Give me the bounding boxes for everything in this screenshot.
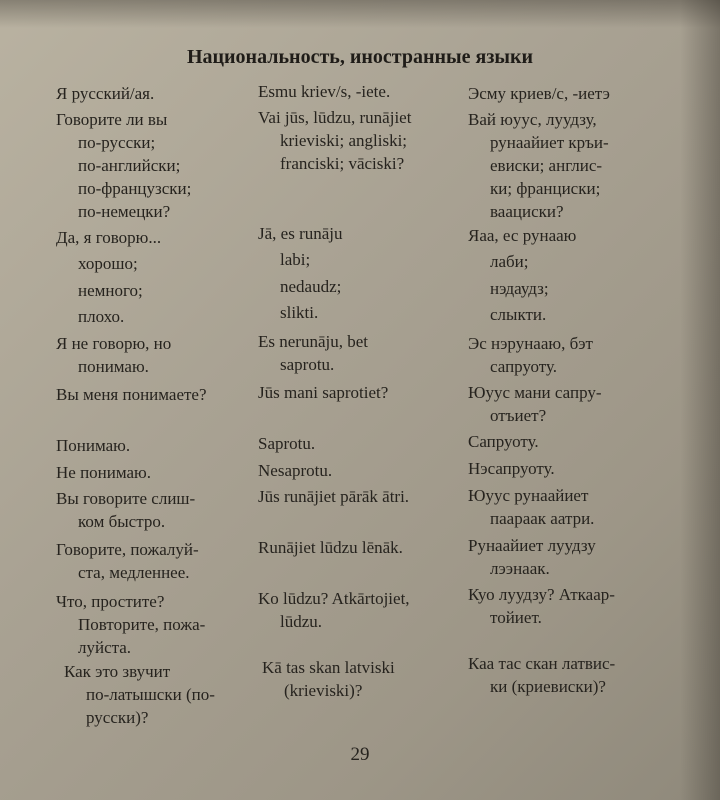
latvian-phrase [258,222,463,245]
phrase-line: Вы говорите слиш- [56,489,196,508]
transcription-phrase [468,484,688,530]
phrase-line: плохо. [78,307,125,326]
phrase-line: луйста. [78,638,132,657]
transcription-phrase [468,82,688,105]
phrase-line: franciski; vāciski? [280,154,405,173]
phrase-line: Говорите, пожалуй- [56,540,199,559]
phrase-line: Юуус рунаайиет [468,486,589,505]
phrase-line: Эс нэрунааю, бэт [468,334,593,353]
transcription-phrase [468,250,688,273]
phrase-line: Runājiet lūdzu lēnāk. [258,538,403,557]
latvian-phrase [258,381,463,404]
phrase-line: Яаа, ес рунааю [468,226,577,245]
transcription-phrase [468,108,688,223]
phrase-line: евиски; англис- [490,156,603,175]
phrase-line: Я русский/ая. [56,84,155,103]
latvian-phrase [258,106,463,175]
phrase-line: Что, простите? [56,592,165,611]
phrase-line: Вы меня понимаете? [56,385,207,404]
phrase-line: немного; [78,281,143,300]
phrase-line: Понимаю. [56,436,131,455]
transcription-phrase [468,457,688,480]
latvian-phrase [258,330,463,376]
latvian-phrase [258,432,463,455]
phrase-line: Не понимаю. [56,463,152,482]
phrase-line: Каа тас скан латвис- [468,654,616,673]
russian-phrase [56,305,256,328]
transcription-phrase [468,583,688,629]
russian-phrase [56,332,256,378]
phrase-line: (krieviski)? [284,681,363,700]
transcription-phrase [468,430,688,453]
latvian-phrase [258,80,463,103]
transcription-phrase [468,224,688,247]
phrase-line: Рунаайиет луудзу [468,536,596,555]
russian-phrase [56,108,256,223]
transcription-phrase [468,534,688,580]
phrase-line: лээнаак. [490,559,550,578]
phrase-line: Ko lūdzu? Atkārtojiet, [258,589,410,608]
latvian-phrase [262,656,467,702]
latvian-phrase [258,536,463,559]
phrase-line: русски)? [86,708,149,727]
russian-phrase [56,82,256,105]
transcription-phrase [468,381,688,427]
phrase-line: паараак аатри. [490,509,595,528]
phrase-line: Es nerunāju, bet [258,332,368,351]
russian-phrase [56,487,256,533]
phrase-line: Vai jūs, lūdzu, runājiet [258,108,412,127]
phrase-line: Говорите ли вы [56,110,168,129]
phrase-line: Nesaprotu. [258,461,333,480]
transcription-phrase [468,332,688,378]
phrase-line: Jā, es runāju [258,224,343,243]
latvian-phrase [258,587,463,633]
phrase-line: ком быстро. [78,512,166,531]
phrase-line: Куо луудзу? Аткаар- [468,585,615,604]
phrase-line: по-немецки? [78,202,171,221]
latvian-phrase [258,301,463,324]
phrase-line: Как это звучит [64,662,171,681]
phrase-line: слыкти. [490,305,547,324]
phrase-line: по-русски; [78,133,156,152]
phrase-line: нэдаудз; [490,279,549,298]
phrase-line: Jūs mani saprotiet? [258,383,389,402]
phrase-line: Kā tas skan latviski [262,658,395,677]
phrase-line: labi; [280,250,311,269]
phrase-line: slikti. [280,303,319,322]
phrase-line: по-латышски (по- [86,685,215,704]
russian-phrase [64,660,264,729]
russian-phrase [56,279,256,302]
phrase-line: Вай юуус, луудзу, [468,110,597,129]
phrase-line: понимаю. [78,357,149,376]
russian-phrase [56,226,256,249]
phrase-line: Повторите, пожа- [78,615,206,634]
russian-phrase [56,538,256,584]
phrase-line: Да, я говорю... [56,228,162,247]
latvian-phrase [258,459,463,482]
phrase-line: ста, медленнее. [78,563,190,582]
latvian-phrase [258,485,463,508]
phrase-line: Я не говорю, но [56,334,172,353]
phrase-line: ки; франциски; [490,179,601,198]
phrase-line: lūdzu. [280,612,323,631]
phrase-line: Сапруоту. [468,432,539,451]
phrase-line: Saprotu. [258,434,316,453]
latvian-phrase [258,275,463,298]
phrase-line: Юуус мани сапру- [468,383,602,402]
russian-phrase [56,590,256,659]
phrase-line: по-французски; [78,179,192,198]
phrase-line: рунаайиет кръи- [490,133,609,152]
latvian-phrase [258,248,463,271]
transcription-phrase [468,277,688,300]
phrase-line: Нэсапруоту. [468,459,555,478]
phrase-line: сапруоту. [490,357,558,376]
page-number: 29 [350,744,370,765]
phrase-line: Esmu kriev/s, -iete. [258,82,391,101]
transcription-phrase [468,652,688,698]
phrase-line: saprotu. [280,355,335,374]
phrase-line: по-английски; [78,156,181,175]
phrase-line: отъиет? [490,406,547,425]
phrase-line: nedaudz; [280,277,342,296]
page-shadow-top [0,0,720,28]
phrase-line: Эсму криев/с, -иетэ [468,84,610,103]
russian-phrase [56,383,256,406]
russian-phrase [56,252,256,275]
phrase-line: тойиет. [490,608,542,627]
phrase-line: ки (криевиски)? [490,677,606,696]
transcription-phrase [468,303,688,326]
phrase-line: ваациски? [490,202,564,221]
phrase-line: krieviski; angliski; [280,131,408,150]
page-title: Национальность, иностранные языки [186,46,534,68]
phrase-line: лаби; [490,252,529,271]
russian-phrase [56,461,256,484]
phrase-line: хорошо; [78,254,138,273]
russian-phrase [56,434,256,457]
phrase-line: Jūs runājiet pārāk ātri. [258,487,410,506]
